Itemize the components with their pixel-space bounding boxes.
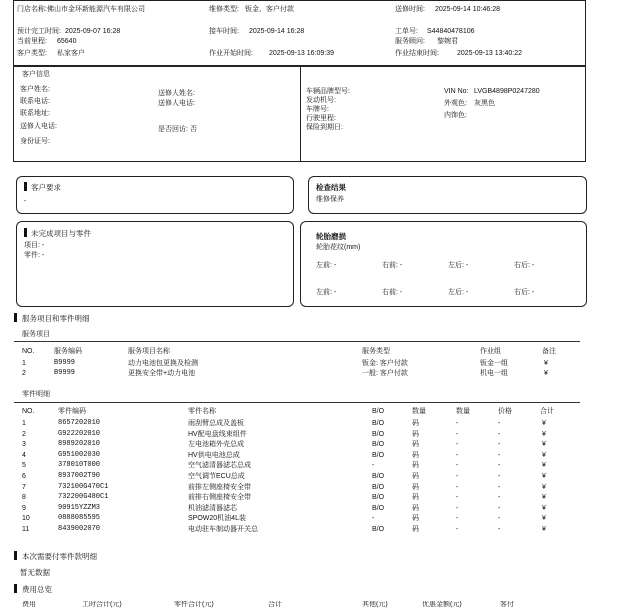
- footer-col: 工时合计(元): [82, 601, 122, 608]
- customer-request-title: 客户要求: [31, 183, 61, 192]
- cell-name: 动力电池包更换及检测: [128, 360, 198, 367]
- cell-bo: B/O: [372, 504, 385, 512]
- cell-code: 732100G470C1: [58, 482, 109, 491]
- footer-headers: [22, 601, 582, 609]
- cell-total: ¥: [542, 483, 546, 491]
- table-row: [22, 430, 582, 439]
- est-time-label: 预计完工时间:: [17, 28, 61, 35]
- cell-price: -: [498, 420, 501, 427]
- cell-no: 11: [22, 526, 30, 533]
- cell-qty: -: [456, 441, 459, 449]
- vehicle-fields: [306, 84, 581, 154]
- table-row: [22, 504, 582, 513]
- cell-qty: -: [456, 420, 459, 427]
- create-value: 2025-09-13 16:09:39: [269, 50, 334, 57]
- customer-field: 联系电话:: [20, 98, 50, 105]
- advisor-value: 黎婉君: [437, 38, 458, 45]
- cell-unit: 码: [412, 451, 419, 459]
- arrive-value: 2025-09-14 16:28: [249, 28, 305, 35]
- cell-type: 钣金: 客户付款: [362, 360, 408, 367]
- cell-unit: 码: [412, 515, 419, 523]
- cell-code: G922202010: [58, 429, 101, 438]
- labor-section-title: 服务项目和零件明细: [22, 314, 90, 323]
- table-row: [22, 451, 582, 460]
- cell-price: -: [498, 526, 501, 533]
- cell-price: -: [498, 451, 501, 459]
- color-label: 外观色:: [444, 100, 467, 107]
- cell-group: 机电一组: [480, 370, 508, 377]
- tire-row-2: [316, 289, 581, 299]
- col-header: 数量: [456, 408, 470, 415]
- cell-unit: 码: [412, 420, 419, 427]
- cell-bo: B/O: [372, 483, 385, 491]
- cell-bo: -: [372, 462, 375, 470]
- cell-no: 7: [22, 483, 26, 491]
- cell-bo: -: [372, 515, 375, 523]
- cell-unit: 码: [412, 526, 419, 533]
- col-header: 服务类型: [362, 348, 390, 355]
- customer-field: 联系地址:: [20, 110, 50, 117]
- cell-qty: -: [456, 494, 459, 502]
- tire-value: 右后: -: [514, 262, 535, 269]
- tire-subtitle: 轮胎花纹(mm): [316, 244, 361, 251]
- service-type-value: 钣金、客户付款: [245, 6, 294, 13]
- cell-name: 前排左侧座椅安全带: [188, 483, 251, 491]
- cell-note: ¥: [544, 360, 548, 367]
- footer-value: 暂无数据: [20, 568, 50, 577]
- cell-price: -: [498, 441, 501, 449]
- cell-name: 雨刮臂总成及盖板: [188, 420, 244, 427]
- customer-request-value: -: [24, 198, 27, 205]
- cell-name: 机油滤清器滤芯: [188, 504, 237, 512]
- vin-value: LVGB4898P0247280: [474, 88, 540, 95]
- customer-field: 送修人电话:: [20, 123, 57, 130]
- cell-price: -: [498, 515, 501, 523]
- cell-unit: 码: [412, 473, 419, 480]
- tire-value: 左前: -: [316, 289, 337, 296]
- table-row: [22, 369, 582, 378]
- table-row: [22, 419, 582, 428]
- cell-qty: -: [456, 526, 459, 533]
- cell-unit: 码: [412, 430, 419, 438]
- col-header: 服务编码: [54, 348, 82, 355]
- labor-sub-title: 服务项目: [22, 331, 50, 338]
- cell-name: HV配电盘线束组件: [188, 430, 247, 438]
- footer-sub-title: 费用总览: [22, 585, 52, 594]
- cell-name: 空气调节ECU总成: [188, 473, 245, 480]
- cell-bo: B/O: [372, 430, 385, 438]
- section-marker: [14, 313, 17, 322]
- cell-total: ¥: [542, 473, 546, 480]
- customer-info-divider: [300, 66, 301, 162]
- table-row: [22, 483, 582, 492]
- cell-no: 9: [22, 504, 26, 512]
- cell-code: B9999: [54, 369, 76, 377]
- cell-bo: B/O: [372, 451, 385, 459]
- vin-label: VIN No:: [444, 88, 469, 95]
- appt-label: 送修时间:: [395, 6, 425, 13]
- cell-code: 8439002070: [58, 525, 101, 533]
- cell-no: 3: [22, 441, 26, 449]
- cell-price: -: [498, 462, 501, 470]
- advisor-label: 服务顾问:: [395, 38, 425, 45]
- color-value: 灰黑色: [474, 100, 495, 107]
- cell-unit: 码: [412, 504, 419, 512]
- footer-col: 优惠金额(元): [422, 601, 462, 608]
- customer-fields-mid: [158, 90, 278, 140]
- cell-no: 5: [22, 462, 26, 470]
- cell-note: ¥: [544, 370, 548, 377]
- tire-value: 左前: -: [316, 262, 337, 269]
- cell-price: -: [498, 483, 501, 491]
- cell-no: 8: [22, 494, 26, 502]
- tire-value: 左后: -: [448, 262, 469, 269]
- customer-type-label: 客户类型:: [17, 50, 47, 57]
- cell-bo: B/O: [372, 441, 385, 449]
- tire-value: 左后: -: [448, 289, 469, 296]
- cell-price: -: [498, 430, 501, 438]
- cell-no: 10: [22, 515, 30, 523]
- cell-code: 8937002T90: [58, 472, 101, 480]
- cell-no: 1: [22, 360, 26, 367]
- order-no-value: S44840478106: [427, 28, 475, 35]
- col-header: NO.: [22, 348, 35, 355]
- labor-header-row: [22, 347, 582, 356]
- other-label: 内饰色:: [444, 112, 467, 119]
- table-row: [22, 525, 582, 534]
- sender-name: 送修人姓名:: [158, 90, 195, 97]
- table-row: [22, 472, 582, 481]
- cell-total: ¥: [542, 430, 546, 438]
- cell-no: 4: [22, 451, 26, 459]
- cell-name: 更换安全带+动力电池: [128, 370, 196, 377]
- cell-qty: -: [456, 504, 459, 512]
- cell-code: G951002030: [58, 450, 101, 459]
- customer-type-value: 私家客户: [57, 50, 85, 57]
- section-marker: [24, 182, 27, 191]
- unfinished-part: 零件: -: [24, 252, 45, 259]
- col-header: 合计: [540, 408, 554, 415]
- cell-bo: B/O: [372, 473, 385, 480]
- cell-unit: 码: [412, 462, 419, 470]
- cell-price: -: [498, 473, 501, 480]
- cell-unit: 码: [412, 483, 419, 491]
- unfinished-item: 项目: -: [24, 242, 45, 249]
- col-header: NO.: [22, 408, 35, 415]
- customer-field: 客户姓名:: [20, 86, 50, 93]
- customer-field: 身份证号:: [20, 138, 50, 145]
- cell-no: 1: [22, 420, 26, 427]
- col-header: 零件名称: [188, 408, 216, 415]
- cell-name: HV供电电池总成: [188, 451, 240, 459]
- unfinished-title: 未完成项目与零件: [31, 229, 91, 238]
- cell-bo: B/O: [372, 494, 385, 502]
- cell-code: 8657202010: [58, 419, 101, 427]
- parts-header-row: [22, 407, 582, 416]
- col-header: 服务项目名称: [128, 348, 170, 355]
- table-row: [22, 514, 582, 523]
- cell-name: 电动驻车制动器开关总: [188, 526, 258, 533]
- cell-no: 6: [22, 473, 26, 480]
- cell-type: 一般: 客户付款: [362, 370, 408, 377]
- section-marker: [14, 551, 17, 560]
- footer-col: 费用: [22, 601, 36, 608]
- col-header: 数量: [412, 408, 426, 415]
- customer-fields-left: [20, 86, 140, 156]
- tire-value: 右前: -: [382, 262, 403, 269]
- cell-total: ¥: [542, 515, 546, 523]
- order-no-label: 工单号:: [395, 28, 418, 35]
- cell-name: 前排右侧座椅安全带: [188, 494, 251, 502]
- cell-code: 378010T000: [58, 461, 101, 470]
- mileage-value: 65640: [57, 38, 77, 45]
- col-header: 零件编码: [58, 408, 86, 415]
- labor-divider: [14, 341, 580, 342]
- finish-label: 作业结束时间:: [395, 50, 439, 57]
- tire-value: 右后: -: [514, 289, 535, 296]
- cell-price: -: [498, 504, 501, 512]
- footer-title: 本次需要付零件款明细: [22, 552, 97, 561]
- est-time-value: 2025-09-07 16:28: [65, 28, 121, 35]
- cell-bo: B/O: [372, 526, 385, 533]
- cell-no: 2: [22, 430, 26, 438]
- tire-row-1: [316, 262, 581, 272]
- labor-table: [22, 347, 582, 383]
- cell-unit: 码: [412, 441, 419, 449]
- cell-code: B9999: [54, 359, 76, 367]
- section-marker: [24, 228, 27, 237]
- appt-value: 2025-09-14 10:46:28: [435, 6, 500, 13]
- tire-title: 轮胎磨损: [316, 232, 346, 241]
- col-header: 备注: [542, 348, 556, 355]
- cell-code: 732200G480C1: [58, 493, 109, 502]
- cell-group: 钣金一组: [480, 360, 508, 367]
- parts-table: [22, 407, 582, 543]
- footer-col: 客付: [500, 601, 514, 608]
- parts-divider: [14, 402, 580, 403]
- service-type-label: 维修类型:: [209, 6, 239, 13]
- sender-phone: 送修人电话:: [158, 100, 195, 107]
- cell-qty: -: [456, 515, 459, 523]
- footer-col: 零件合计(元): [174, 601, 214, 608]
- cell-qty: -: [456, 483, 459, 491]
- footer-col: 合计: [268, 601, 282, 608]
- cell-qty: -: [456, 430, 459, 438]
- cell-code: 0888085595: [58, 514, 101, 523]
- cell-total: ¥: [542, 462, 546, 470]
- vehicle-field: 车牌号:: [306, 106, 329, 113]
- cell-price: -: [498, 494, 501, 502]
- cell-qty: -: [456, 462, 459, 470]
- cell-name: 左电池箱外壳总成: [188, 441, 244, 449]
- cell-total: ¥: [542, 526, 546, 533]
- store-label: 门店名称:: [17, 6, 47, 13]
- cell-name: 空气滤清器滤芯总成: [188, 462, 251, 470]
- cell-bo: B/O: [372, 420, 385, 427]
- table-row: [22, 461, 582, 470]
- header-content: [17, 4, 582, 64]
- create-label: 作业开始时间:: [209, 50, 253, 57]
- finish-value: 2025-09-13 13:40:22: [457, 50, 522, 57]
- col-header: 价格: [498, 408, 512, 415]
- cell-code: 90915YZZM3: [58, 503, 101, 512]
- cell-total: ¥: [542, 441, 546, 449]
- footer-col: 其他(元): [362, 601, 388, 608]
- vehicle-field: 发动机号:: [306, 97, 336, 104]
- vehicle-field: 车辆品牌型号:: [306, 88, 350, 95]
- cell-no: 2: [22, 370, 26, 377]
- arrive-label: 接车时间:: [209, 28, 239, 35]
- section-marker: [14, 584, 17, 593]
- col-header: B/O: [372, 408, 385, 415]
- revisit: 是否回访: 否: [158, 126, 197, 133]
- detect-subtitle: 维修保养: [316, 196, 344, 203]
- table-row: [22, 493, 582, 502]
- parts-sub-title: 零件明细: [22, 391, 50, 398]
- table-row: [22, 359, 582, 368]
- cell-qty: -: [456, 451, 459, 459]
- detect-title: 检查结果: [316, 183, 346, 192]
- cell-total: ¥: [542, 494, 546, 502]
- table-row: [22, 440, 582, 449]
- vehicle-field: 保险到期日:: [306, 124, 343, 131]
- mileage-label: 当前里程:: [17, 38, 47, 45]
- cell-unit: 码: [412, 494, 419, 502]
- detect-panel: [308, 176, 587, 214]
- cell-code: 8989202010: [58, 440, 101, 449]
- col-header: 作业组: [480, 348, 501, 355]
- cell-total: ¥: [542, 420, 546, 427]
- cell-qty: -: [456, 473, 459, 480]
- store-value: 佛山市金环新能源汽车有限公司: [47, 6, 145, 13]
- vehicle-field: 行驶里程:: [306, 115, 336, 122]
- cell-name: SPOW20机油4L装: [188, 515, 246, 523]
- cell-total: ¥: [542, 504, 546, 512]
- tire-value: 右前: -: [382, 289, 403, 296]
- cell-total: ¥: [542, 451, 546, 459]
- customer-info-title: 客户信息: [22, 71, 50, 78]
